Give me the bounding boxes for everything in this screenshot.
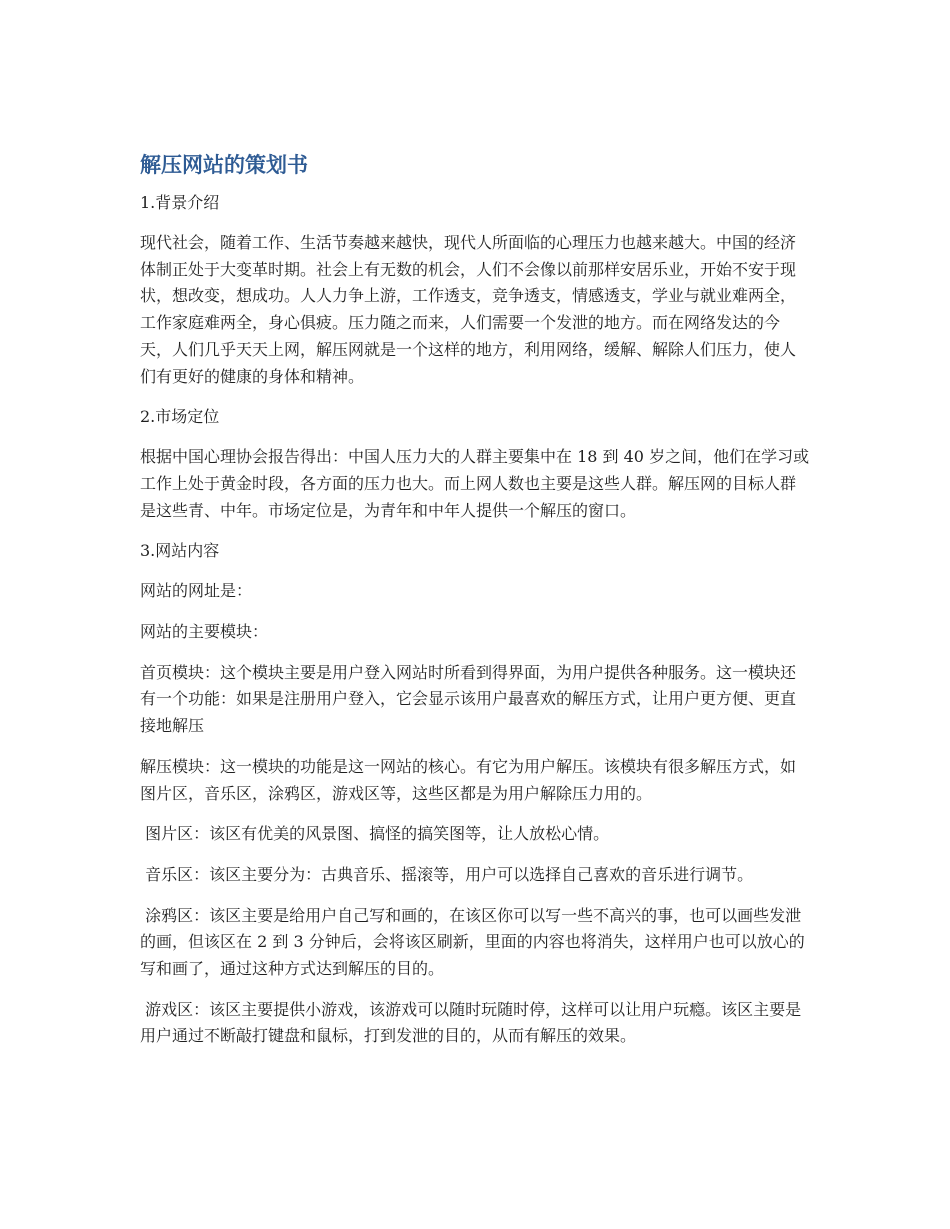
graffiti-zone-paragraph: 涂鸦区：该区主要是给用户自己写和画的，在该区你可以写一些不高兴的事，也可以画些发泄的画，但该区在 2 到 3 分钟后，会将该区刷新，里面的内容也将消失，这样用户也可以放心的写和画了，通过这种方式达到解压的目的。 [140, 905, 805, 979]
game-zone-paragraph: 游戏区：该区主要提供小游戏，该游戏可以随时玩随时停，这样可以让用户玩瘾。该区主要是用户通过不断敲打键盘和鼠标，打到发泄的目的，从而有解压的效果。 [140, 999, 802, 1046]
homepage-module-paragraph: 首页模块：这个模块主要是用户登入网站时所看到得界面，为用户提供各种服务。这一模块还有一个功能：如果是注册用户登入，它会显示该用户最喜欢的解压方式，让用户更方便、更直接地解压 [140, 662, 797, 736]
main-modules-paragraph: 网站的主要模块： [140, 622, 269, 642]
picture-zone-paragraph: 图片区：该区有优美的风景图、搞怪的搞笑图等，让人放松心情。 [140, 824, 610, 844]
document-page [140, 150, 810, 1064]
website-url-paragraph: 网站的网址是： [140, 581, 253, 601]
music-zone-paragraph: 音乐区：该区主要分为：古典音乐、摇滚等，用户可以选择自己喜欢的音乐进行调节。 [140, 864, 754, 884]
section-heading-background: 1.背景介绍 [140, 193, 220, 212]
section-heading-content: 3.网站内容 [140, 541, 220, 561]
document-title: 解压网站的策划书 [140, 153, 308, 177]
section-heading-market: 2.市场定位 [140, 407, 220, 427]
market-paragraph: 根据中国心理协会报告得出：中国人压力大的人群主要集中在 18 到 40 岁之间，他们在学习或工作上处于黄金时段，各方面的压力也大。而上网人数也主要是这些人群。解压网的目标人群是这些青、中年。市场定位是，为青年和中年人提供一个解压的窗口。 [140, 447, 810, 520]
relief-module-paragraph: 解压模块：这一模块的功能是这一网站的核心。有它为用户解压。该模块有很多解压方式，如图片区，音乐区，涂鸦区，游戏区等，这些区都是为用户解除压力用的。 [140, 756, 797, 803]
background-paragraph: 现代社会，随着工作、生活节奏越来越快，现代人所面临的心理压力也越来越大。中国的经济体制正处于大变革时期。社会上有无数的机会，人们不会像以前那样安居乐业，开始不安于现状，想改变，想成功。人人力争上游，工作透支，竞争透支，情感透支，学业与就业难两全，工作家庭难两全，身心俱疲。压力随之而来，人们需要一个发泄的地方。而在网络发达的今天，人们几乎天天上网，解压网就是一个这样的地方，利用网络，缓解、解除人们压力，使人们有更好的健康的身体和精神。 [140, 233, 797, 386]
